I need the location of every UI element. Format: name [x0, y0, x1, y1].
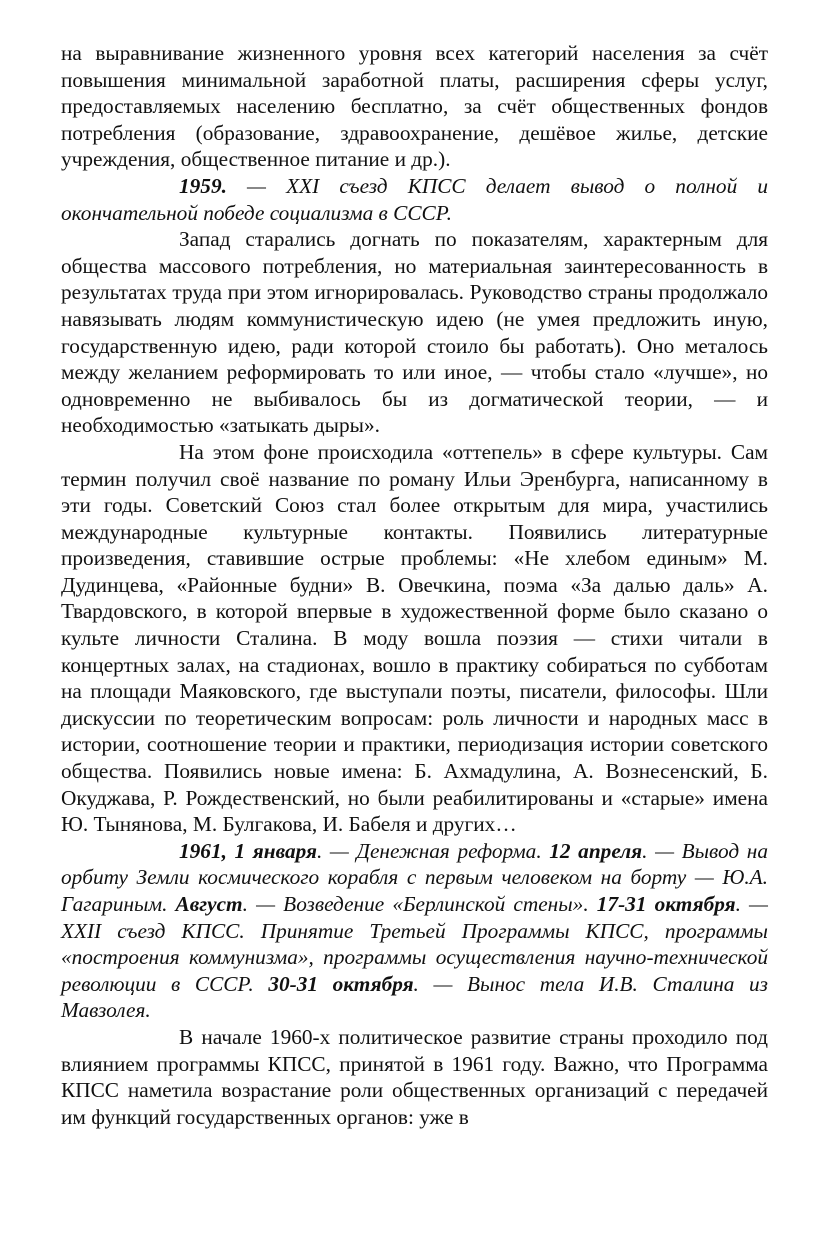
event-date: 1961, 1 января — [179, 838, 317, 863]
event-text: . — XXII съезд КПСС. Принятие Третьей Программы КПСС, программы «построения коммунизма», программы осуществления научно-технической революции в СССР. — [61, 892, 768, 996]
event-date: 12 апреля — [549, 838, 643, 863]
event-date: 17-31 октября — [596, 892, 736, 916]
event-text: — XXI съезд КПСС делает вывод о полной и окончательной победе социализма в СССР. — [61, 173, 768, 225]
paragraph-3: Запад старались догнать по показателям, характерным для общества массового потребления, но материальная заинтересованность в результатах труда при этом игнорировалась. Руководство страны продолжало навязывать людям коммунистическую идею (не умея предложить иную, государственную идею, ради которой стоило бы работать). Оно металось между желанием реформировать то или иное, — чтобы стало «лучше», но одновременно не выбивалось бы из догматической теории, — и необходимостью «затыкать дыры». — [61, 227, 768, 438]
event-text: . — Возведение «Берлинской стены». — [242, 892, 597, 916]
event-text: . — Вывод на орбиту Земли космического корабля с первым человеком на борту — Ю.А. Гагариным. — [61, 838, 768, 916]
paragraph-4: На этом фоне происходила «оттепель» в сфере культуры. Сам термин получил своё название по роману Ильи Эренбурга, написанному в эти годы. Советский Союз стал более открытым для мира, участились международные культурные контакты. Появились литературные произведения, ставившие острые проблемы: «Не хлебом единым» М. Дудинцева, «Районные будни» В. Овечкина, поэма «За далью даль» А. Твардовского, в которой впервые в художественной форме было сказано о культе личности Сталина. В моду вошла поэзия — стихи читали в концертных залах, на стадионах, вошло в практику собираться по субботам на площади Маяковского, где выступали поэты, писатели, философы. Шли дискуссии по теоретическим вопросам: роль личности и народных масс в истории, соотношение теории и практики, периодизация истории советского общества. Появились новые имена: Б. Ахмадулина, А. Вознесенский, Б. Окуджава, Р. Рождественский, но были реабилитированы и «старые» имена Ю. Тынянова, М. Булгакова, И. Бабеля и других… — [61, 439, 768, 837]
event-1959 — [61, 173, 768, 226]
events-1961 — [61, 838, 768, 1024]
paragraph-6: В начале 1960-х политическое развитие страны проходило под влиянием программы КПСС, принятой в 1961 году. Важно, что Программа КПСС наметила возрастание роли общественных организаций с передачей им функций государственных органов: уже в — [61, 1024, 768, 1129]
event-text: . — Вынос тела И.В. Сталина из Мавзолея. — [61, 971, 768, 1023]
event-date: 1959. — [179, 173, 227, 198]
event-date: Август — [175, 892, 243, 916]
paragraph-1: на выравнивание жизненного уровня всех категорий населения за счёт повышения минимальной заработной платы, расширения сферы услуг, предоставляемых населению бесплатно, за счёт общественных фондов потребления (образование, здравоохранение, дешёвое жилье, детские учреждения, общественное питание и др.). — [61, 41, 768, 172]
event-text: . — Денежная реформа. — [316, 838, 550, 863]
event-date: 30-31 октября — [268, 971, 414, 996]
